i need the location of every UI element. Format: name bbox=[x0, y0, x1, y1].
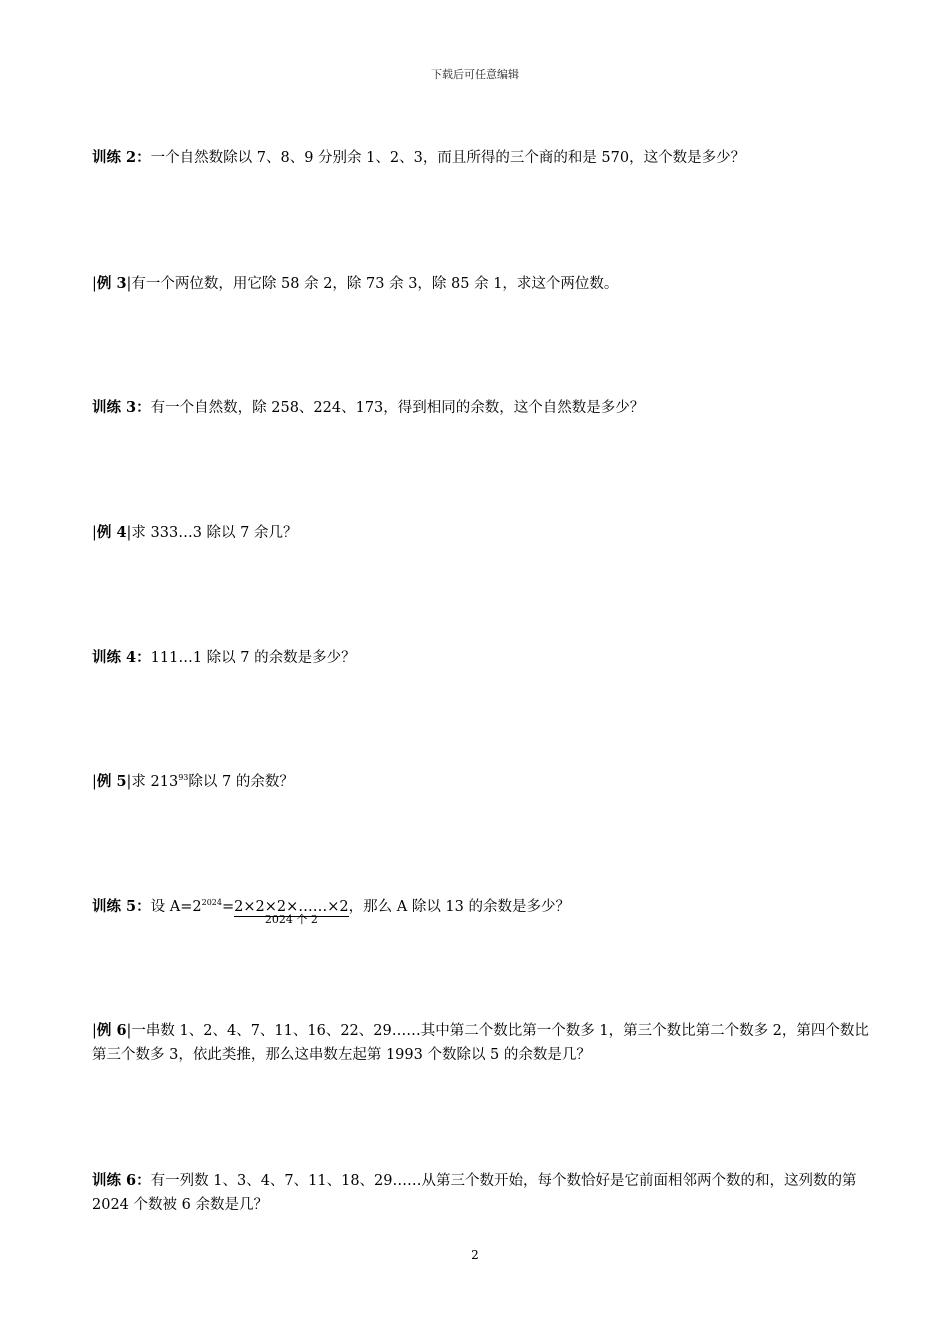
example-label: 例 6 bbox=[96, 1022, 127, 1039]
exercise-5 bbox=[92, 895, 872, 926]
page-number: 2 bbox=[471, 1248, 479, 1262]
exercise-6 bbox=[92, 1169, 872, 1217]
page-header: 下载后可任意编辑 bbox=[431, 68, 519, 81]
example-label: 例 3 bbox=[96, 275, 127, 292]
question-text: 求 333…3 除以 7 余几？ bbox=[131, 525, 298, 541]
exercise-label: 训练 3： bbox=[92, 399, 151, 416]
question-text-before: 求 213 bbox=[131, 774, 179, 790]
underbrace-note: 2024 个 2 bbox=[264, 913, 318, 926]
question-text: 111…1 除以 7 的余数是多少？ bbox=[150, 650, 356, 666]
exercise-label: 训练 5： bbox=[92, 898, 151, 915]
exponent: 93 bbox=[178, 773, 189, 783]
bracket-right: | bbox=[126, 1023, 132, 1039]
question-text-after: ，那么 A 除以 13 的余数是多少？ bbox=[348, 899, 570, 915]
underbrace-expression bbox=[234, 895, 349, 926]
example-6 bbox=[92, 1019, 872, 1067]
exponent: 2024 bbox=[201, 898, 222, 908]
example-5 bbox=[92, 770, 872, 794]
exercise-2 bbox=[92, 146, 872, 170]
bracket-right: | bbox=[126, 276, 132, 292]
example-label: 例 4 bbox=[96, 524, 127, 541]
question-text: 有一个自然数，除 258、224、173，得到相同的余数，这个自然数是多少？ bbox=[150, 400, 645, 416]
example-label: 例 5 bbox=[96, 773, 127, 790]
example-3 bbox=[92, 272, 872, 296]
bracket-left: | bbox=[92, 525, 97, 541]
exercise-4 bbox=[92, 646, 872, 670]
bracket-right: | bbox=[126, 525, 132, 541]
bracket-left: | bbox=[92, 276, 97, 292]
question-text: 一串数 1、2、4、7、11、16、22、29……其中第二个数比第一个数多 1，第三个数比第二个数多 2，第四个数比第三个数多 3，依此类推，那么这串数左起第 1993 个数除以 5 的余数是几？ bbox=[92, 1023, 869, 1063]
bracket-left: | bbox=[92, 1023, 97, 1039]
exercise-label: 训练 2： bbox=[92, 149, 151, 166]
exercise-label: 训练 6： bbox=[92, 1172, 151, 1189]
question-text: 有一个两位数，用它除 58 余 2，除 73 余 3，除 85 余 1，求这个两位数。 bbox=[131, 276, 619, 292]
exercise-label: 训练 4： bbox=[92, 649, 151, 666]
bracket-left: | bbox=[92, 774, 97, 790]
question-text: 一个自然数除以 7、8、9 分别余 1、2、3，而且所得的三个商的和是 570，这个数是多少？ bbox=[150, 150, 746, 166]
equals-sign: = bbox=[221, 899, 235, 915]
question-text-before: 设 A=2 bbox=[150, 899, 202, 915]
example-4 bbox=[92, 521, 872, 545]
bracket-right: | bbox=[126, 774, 132, 790]
product-expression: 2×2×2×……×2 bbox=[234, 899, 349, 915]
question-text-after: 除以 7 的余数？ bbox=[188, 774, 294, 790]
question-text: 有一列数 1、3、4、7、11、18、29……从第三个数开始，每个数恰好是它前面相邻两个数的和，这列数的第 2024 个数被 6 余数是几？ bbox=[92, 1173, 857, 1213]
exercise-3 bbox=[92, 396, 872, 420]
